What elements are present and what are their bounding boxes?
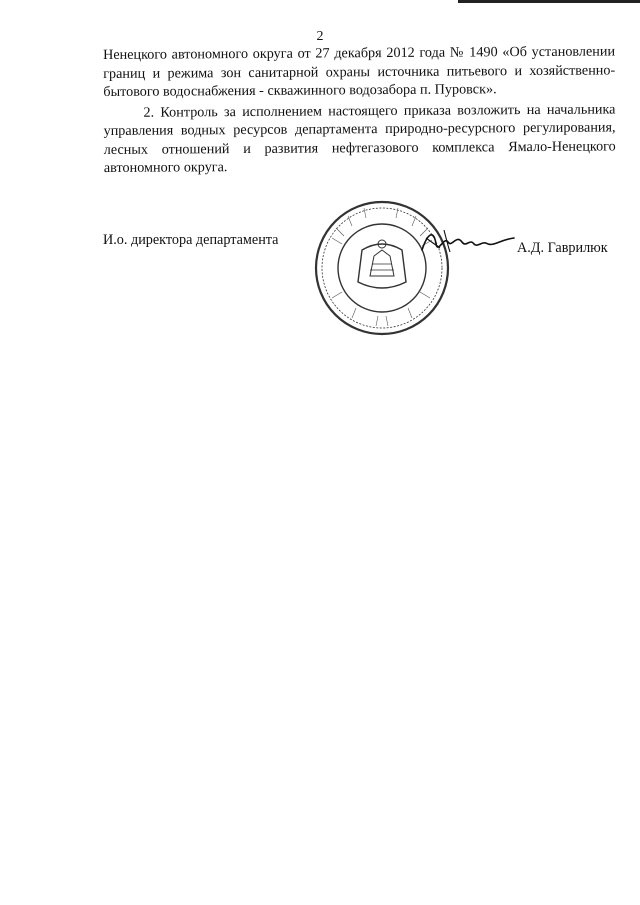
paragraph-2: 2. Контроль за исполнением настоящего приказа возложить на начальника управления водных ресурсов департамента природно-ресурсного регулирования, лесных отношений и развития нефтегазового комплекса Ямало-Ненецкого автономного округа. — [103, 100, 616, 176]
signer-name: А.Д. Гаврилюк — [517, 240, 608, 256]
handwritten-signature-icon — [418, 224, 518, 260]
page-number: 2 — [316, 29, 324, 44]
document-body — [103, 42, 616, 177]
signer-position: И.о. директора департамента — [103, 232, 279, 248]
paragraph-1: Ненецкого автономного округа от 27 декабря 2012 года № 1490 «Об установлении границ и режима зон санитарной охраны источника питьевого и хозяйственно-бытового водоснабжения - скважинного водозабора п. Пуровск». — [103, 43, 616, 100]
official-seal-icon — [312, 198, 452, 338]
top-edge-line — [458, 0, 640, 3]
